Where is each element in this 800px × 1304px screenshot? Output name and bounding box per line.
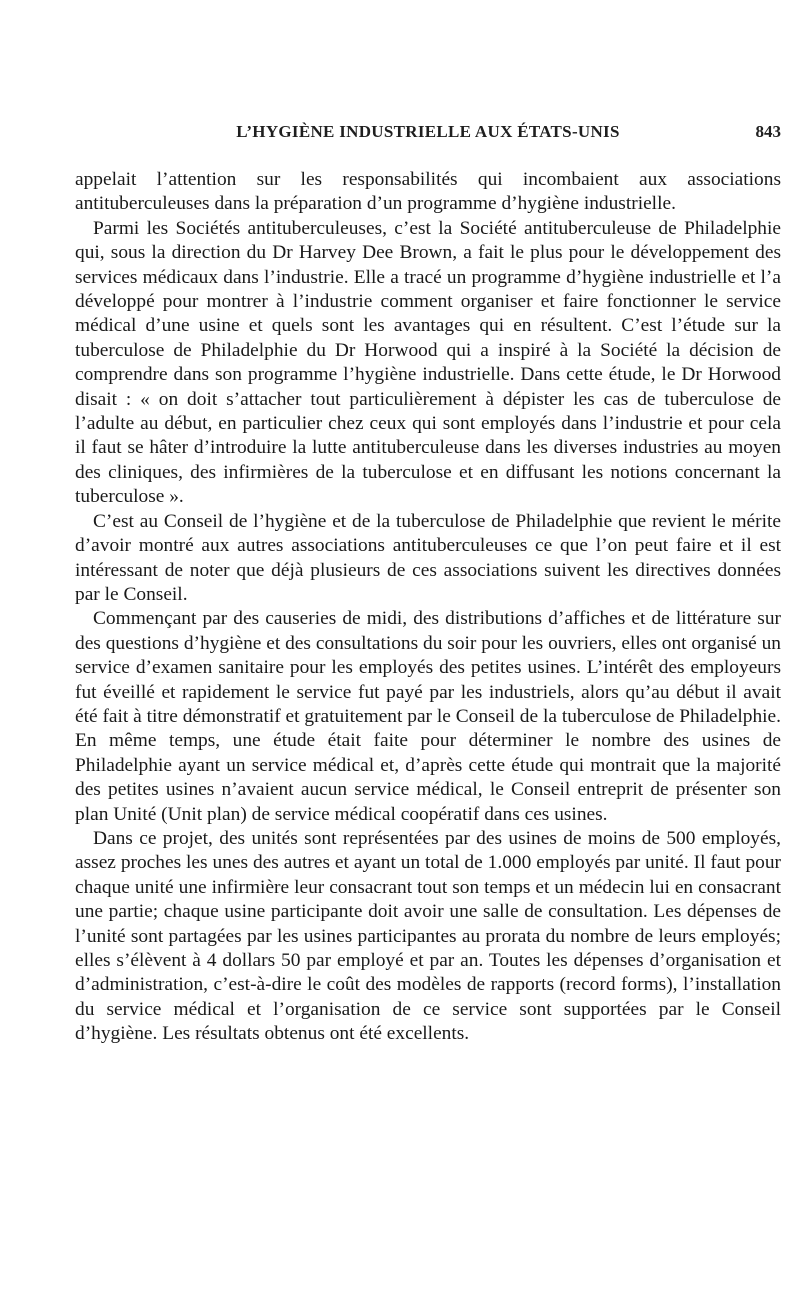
running-title: L’HYGIÈNE INDUSTRIELLE AUX ÉTATS-UNIS [236, 122, 620, 141]
paragraph-unit-plan: Dans ce projet, des unités sont représentées par des usines de moins de 500 employés, assez proches les unes des autres et ayant un total de 1.000 employés par unité. Il faut pour chaque unité une infirmière leur consacrant tout son temps et un médecin lui en consacrant une partie; chaque usine participante doit avoir une salle de consultation. Les dépenses de l’unité sont partagées par les usines participantes au prorata du nombre de leurs employés; elles s’élèvent à 4 dollars 50 par employé et par an. Toutes les dépenses d’organisation et d’administration, c’est-à-dire le coût des modèles de rapports (record forms), l’installation du service médical et l’organisation de ce service sont supportées par le Conseil d’hygiène. Les résultats obtenus ont été excellents. [75, 827, 781, 1045]
paragraph-medical-service: Commençant par des causeries de midi, des distributions d’affiches et de littérature sur des questions d’hygiène et des consultations du soir pour les ouvriers, elles ont organisé un service d’examen sanitaire pour les employés des petites usines. L’intérêt des employeurs fut éveillé et rapidement le service fut payé par les industriels, alors qu’au début il avait été fait à titre démonstratif et gratuitement par le Conseil de la tuberculose de Philadelphie. En même temps, une étude était faite pour déterminer le nombre des usines de Philadelphie ayant un service médical et, d’après cette étude qui montrait que la majorité des petites usines n’avaient aucun service médical, le Conseil entreprit de présenter son plan Unité (Unit plan) de service médical coopératif dans ces usines. [75, 608, 781, 825]
paragraph-continuation: appelait l’attention sur les responsabilités qui incombaient aux associations antituberculeuses dans la préparation d’un programme d’hygiène industrielle. [75, 169, 781, 215]
body-text [75, 168, 781, 1047]
running-head [75, 122, 781, 150]
paragraph-philadelphia-society: Parmi les Sociétés antituberculeuses, c’est la Société antituberculeuse de Philadelphie qui, sous la direction du Dr Harvey Dee Brown, a fait le plus pour le développement des services médicaux dans l’industrie. Elle a tracé un programme d’hygiène industrielle et l’a développé pour montrer à l’industrie comment organiser et faire fonctionner le service médical d’une usine et quels sont les avantages qui en résultent. C’est l’étude sur la tuberculose de Philadelphie du Dr Horwood qui a inspiré à la Société la décision de comprendre dans son programme l’hygiène industrielle. Dans cette étude, le Dr Horwood disait : « on doit s’attacher tout particulièrement à dépister les cas de tuberculose de l’adulte au début, en particulier chez ceux qui sont employés dans l’industrie et pour cela il faut se hâter d’introduire la lutte antituberculeuse dans les diverses industries au moyen des cliniques, des infirmières de la tuberculose et en diffusant les notions concernant la tuberculose ». [75, 217, 781, 508]
page-number: 843 [755, 122, 781, 141]
paragraph-council-merit: C’est au Conseil de l’hygiène et de la tuberculose de Philadelphie que revient le mérite d’avoir montré aux autres associations antituberculeuses ce que l’on peut faire et il est intéressant de noter que déjà plusieurs de ces associations suivent les directives données par le Conseil. [75, 510, 781, 605]
